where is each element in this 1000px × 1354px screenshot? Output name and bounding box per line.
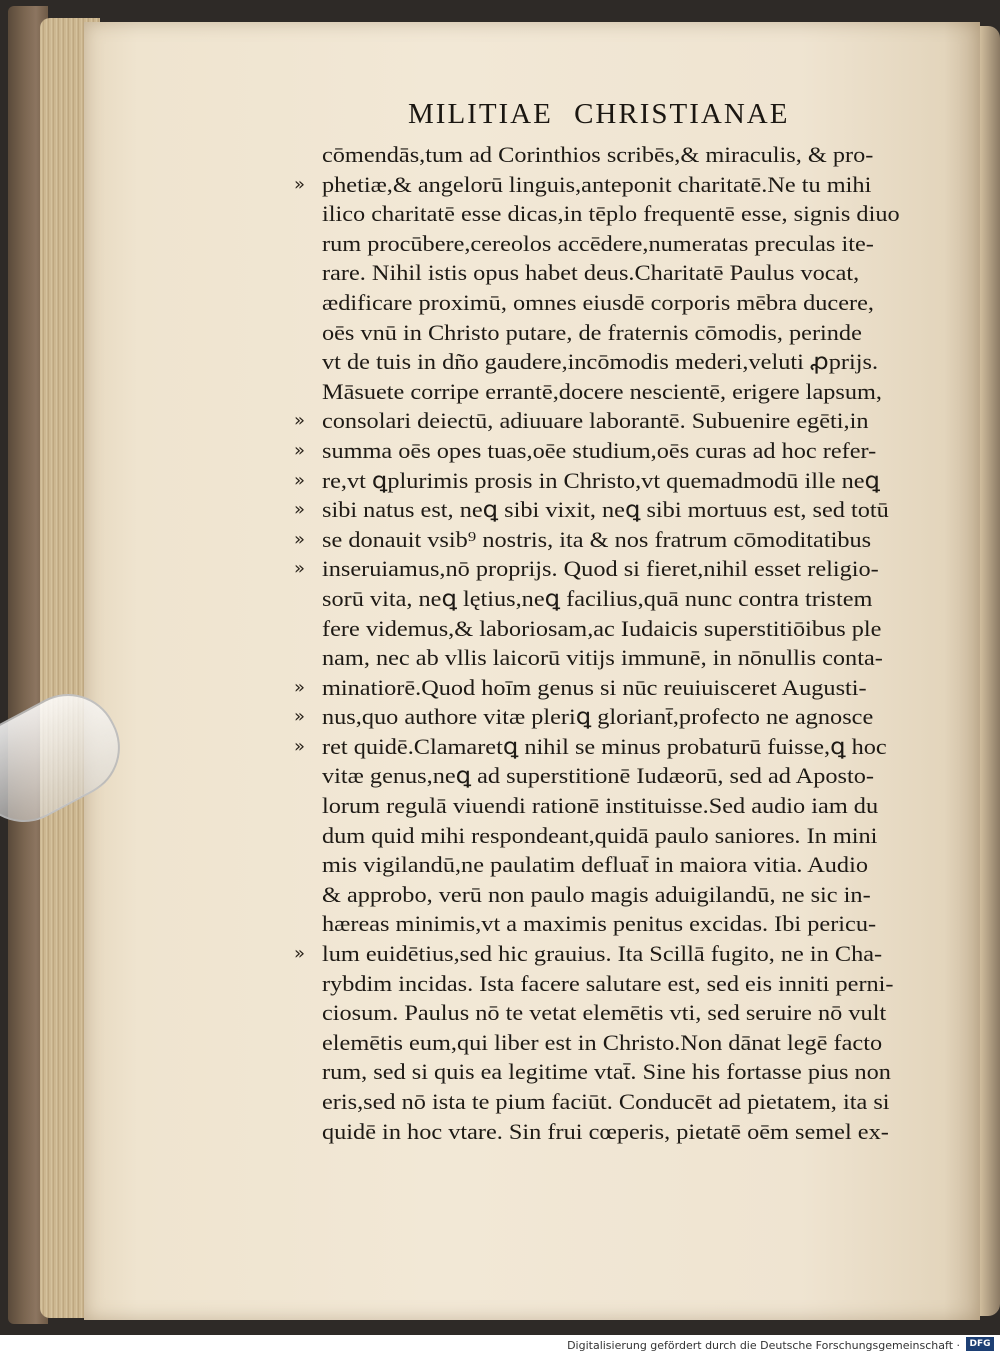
running-head — [408, 98, 858, 131]
text-line-content: & approbo, verū non paulo magis aduigilandū, ne sic in- — [322, 881, 871, 907]
text-line — [322, 821, 934, 851]
text-line — [294, 466, 934, 496]
quotation-mark: » — [294, 676, 306, 698]
text-line-content: fere videmus,& laboriosam,ac Iudaicis superstitiōibus ple — [322, 615, 882, 641]
text-line-content: quidē in hoc vtare. Sin frui cœperis, pietatē oēm semel ex- — [322, 1118, 889, 1144]
quotation-mark: » — [294, 499, 306, 521]
text-line-content: sorū vita, neꝗ lętius,neꝗ facilius,quā nunc contra tristem — [322, 585, 873, 611]
text-line-content: dum quid mihi respondeant,quidā paulo saniores. In mini — [322, 822, 878, 848]
text-line-content: cōmendās,tum ad Corinthios scribēs,& miraculis, & pro- — [322, 142, 874, 167]
text-line-content: nus,quo authore vitæ pleriꝗ gloriant̄,profecto ne agnosce — [322, 704, 874, 730]
text-line-content: rum procūbere,cereolos accēdere,numeratas preculas ite- — [322, 230, 874, 256]
text-line-content: ilico charitatē esse dicas,in tēplo frequentē esse, signis diuo — [322, 201, 900, 227]
text-line-content: nam, nec ab vllis laicorū vitijs immunē, in nōnullis conta- — [322, 645, 883, 671]
text-line-content: consolari deiectū, adiuuare laborantē. Subuenire egēti,in — [322, 408, 869, 434]
text-line-content: sibi natus est, neꝗ sibi vixit, neꝗ sibi mortuus est, sed totū — [322, 497, 889, 523]
text-line-content: rum, sed si quis ea legitime vtat̄. Sine his fortasse pius non — [322, 1059, 891, 1085]
text-line-content: mis vigilandū,ne paulatim defluat̄ in maiora vitia. Audio — [322, 852, 868, 878]
text-line-content: vt de tuis in dño gaudere,incōmodis mederi,veluti ꝓprijs. — [322, 349, 879, 375]
quotation-mark: » — [294, 706, 306, 728]
text-line — [322, 850, 934, 880]
text-line — [322, 1087, 934, 1117]
text-line — [322, 643, 934, 673]
text-line-content: vitæ genus,neꝗ ad superstitionē Iudæorū, sed ad Aposto- — [322, 763, 874, 789]
text-line-content: elemētis eum,qui liber est in Christo.Non dānat legē facto — [322, 1029, 883, 1055]
text-line — [294, 554, 934, 584]
text-line — [322, 791, 934, 821]
text-line-content: lorum regulā viuendi rationē instituisse.Sed audio iam du — [322, 793, 879, 819]
text-line — [322, 199, 934, 229]
text-line — [322, 880, 934, 910]
text-line-content: ciosum. Paulus nō te vetat elemētis vti, sed seruire nō vult — [322, 1000, 887, 1026]
text-line — [322, 1117, 934, 1147]
quotation-mark: » — [294, 469, 306, 491]
text-line — [322, 1057, 934, 1087]
text-line-content: ret quidē.Clamaretꝗ nihil se minus probaturū fuisse,ꝗ hoc — [322, 733, 887, 759]
text-line — [322, 258, 934, 288]
text-line — [294, 732, 934, 762]
quotation-mark: » — [294, 943, 306, 965]
text-line — [322, 288, 934, 318]
text-line — [294, 406, 934, 436]
text-line — [294, 939, 934, 969]
text-block — [294, 140, 934, 1146]
quotation-mark: » — [294, 439, 306, 461]
text-line — [294, 702, 934, 732]
text-line-content: summa oēs opes tuas,oēe studium,oēs curas ad hoc refer- — [322, 437, 877, 463]
dfg-logo: DFG — [966, 1337, 994, 1351]
text-line-content: Māsuete corripe errantē,docere nescientē, erigere lapsum, — [322, 378, 882, 404]
text-line — [294, 673, 934, 703]
quotation-mark: » — [294, 173, 306, 195]
footer-credit: Digitalisierung gefördert durch die Deutsche Forschungsgemeinschaft · — [567, 1339, 960, 1352]
text-line-content: se donauit vsib⁹ nostris, ita & nos fratrum cōmoditatibus — [322, 526, 872, 552]
running-head-left: MILITIAE — [408, 98, 553, 130]
text-line — [322, 584, 934, 614]
text-line-content: ædificare proximū, omnes eiusdē corporis mēbra ducere, — [322, 289, 874, 315]
quotation-mark: » — [294, 735, 306, 757]
text-line-content: lum euidētius,sed hic grauius. Ita Scillā fugito, ne in Cha- — [322, 941, 883, 967]
text-line — [294, 436, 934, 466]
text-line — [322, 318, 934, 348]
quotation-mark: » — [294, 528, 306, 550]
text-line — [294, 525, 934, 555]
text-line — [322, 969, 934, 999]
text-line — [294, 170, 934, 200]
quotation-mark: » — [294, 410, 306, 432]
text-line-content: rare. Nihil istis opus habet deus.Charitatē Paulus vocat, — [322, 260, 860, 286]
text-line-content: minatiorē.Quod hoīm genus si nūc reuiuisceret Augusti- — [322, 674, 867, 700]
text-line — [322, 229, 934, 259]
text-line — [322, 347, 934, 377]
quotation-mark: » — [294, 558, 306, 580]
text-line — [322, 614, 934, 644]
text-line — [322, 909, 934, 939]
running-head-right: CHRISTIANAE — [574, 98, 790, 130]
text-line — [322, 761, 934, 791]
text-line-content: rybdim incidas. Ista facere salutare est, sed eis inniti perni- — [322, 970, 894, 996]
text-line — [294, 495, 934, 525]
text-line-content: inseruiamus,nō proprijs. Quod si fieret,nihil esset religio- — [322, 556, 879, 582]
text-line-content: eris,sed nō ista te pium faciūt. Conducēt ad pietatem, ita si — [322, 1089, 890, 1114]
text-line-content: oēs vnū in Christo putare, de fraternis cōmodis, perinde — [322, 319, 862, 345]
text-line-content: re,vt ꝗplurimis prosis in Christo,vt quemadmodū ille neꝗ — [322, 467, 880, 493]
text-line-content: hæreas minimis,vt a maximis penitus excidas. Ibi pericu- — [322, 911, 877, 937]
text-line — [322, 377, 934, 407]
text-line — [322, 140, 934, 170]
text-line — [322, 998, 934, 1028]
text-line-content: phetiæ,& angelorū linguis,anteponit charitatē.Ne tu mihi — [322, 171, 872, 197]
text-line — [322, 1028, 934, 1058]
